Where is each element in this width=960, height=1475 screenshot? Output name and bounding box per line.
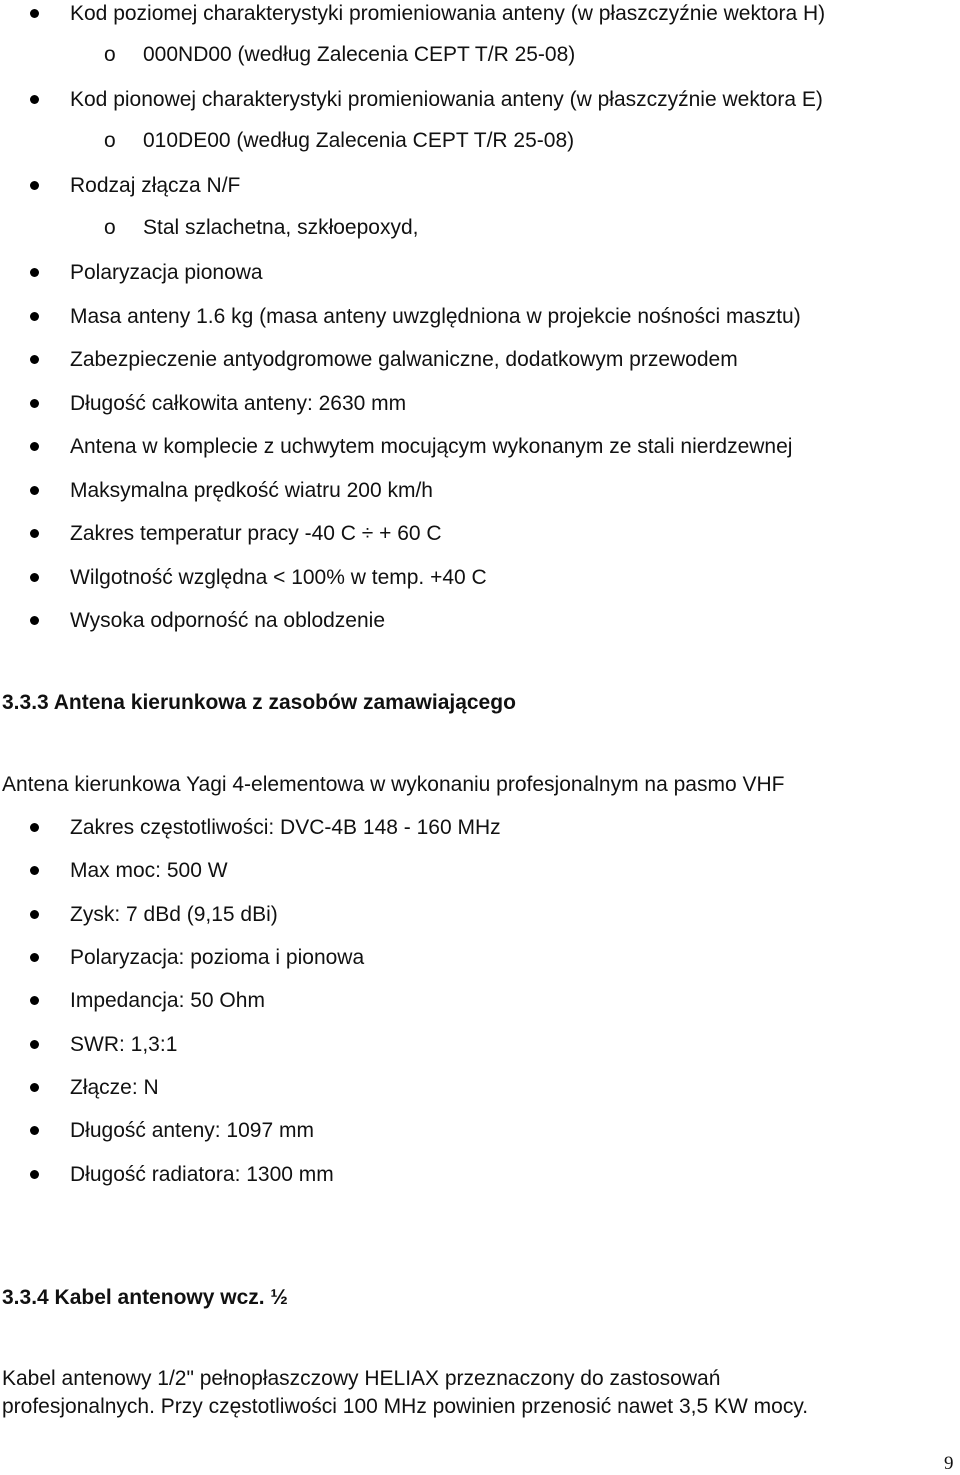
bullet-icon	[30, 95, 39, 104]
bullet-icon	[30, 9, 39, 18]
bullet-icon	[30, 268, 39, 277]
section-heading: 3.3.4 Kabel antenowy wcz. ½	[2, 1286, 288, 1309]
bullet-icon	[30, 181, 39, 190]
circle-bullet-icon: o	[104, 216, 116, 239]
bullet-icon	[30, 1126, 39, 1135]
bullet-icon	[30, 910, 39, 919]
circle-bullet-icon: o	[104, 129, 116, 152]
circle-bullet-icon: o	[104, 43, 116, 66]
bullet-icon	[30, 953, 39, 962]
bullet-icon	[30, 1040, 39, 1049]
bullet-icon	[30, 355, 39, 364]
bullet-icon	[30, 486, 39, 495]
section-intro: Antena kierunkowa Yagi 4-elementowa w wykonaniu profesjonalnym na pasmo VHF	[2, 773, 785, 796]
paragraph-line: Kabel antenowy 1/2" pełnopłaszczowy HELIAX przeznaczony do zastosowań	[2, 1367, 721, 1390]
section-heading: 3.3.3 Antena kierunkowa z zasobów zamawiającego	[2, 691, 516, 714]
bullet-icon	[30, 1083, 39, 1092]
bullet-icon	[30, 442, 39, 451]
bullet-icon	[30, 529, 39, 538]
page-number: 9	[944, 1453, 954, 1474]
paragraph-line: profesjonalnych. Przy częstotliwości 100 MHz powinien przenosić nawet 3,5 KW mocy.	[2, 1395, 809, 1418]
bullet-icon	[30, 616, 39, 625]
bullet-icon	[30, 573, 39, 582]
bullet-icon	[30, 996, 39, 1005]
bullet-icon	[30, 312, 39, 321]
bullet-icon	[30, 866, 39, 875]
bullet-icon	[30, 1170, 39, 1179]
bullet-icon	[30, 399, 39, 408]
bullet-icon	[30, 823, 39, 832]
